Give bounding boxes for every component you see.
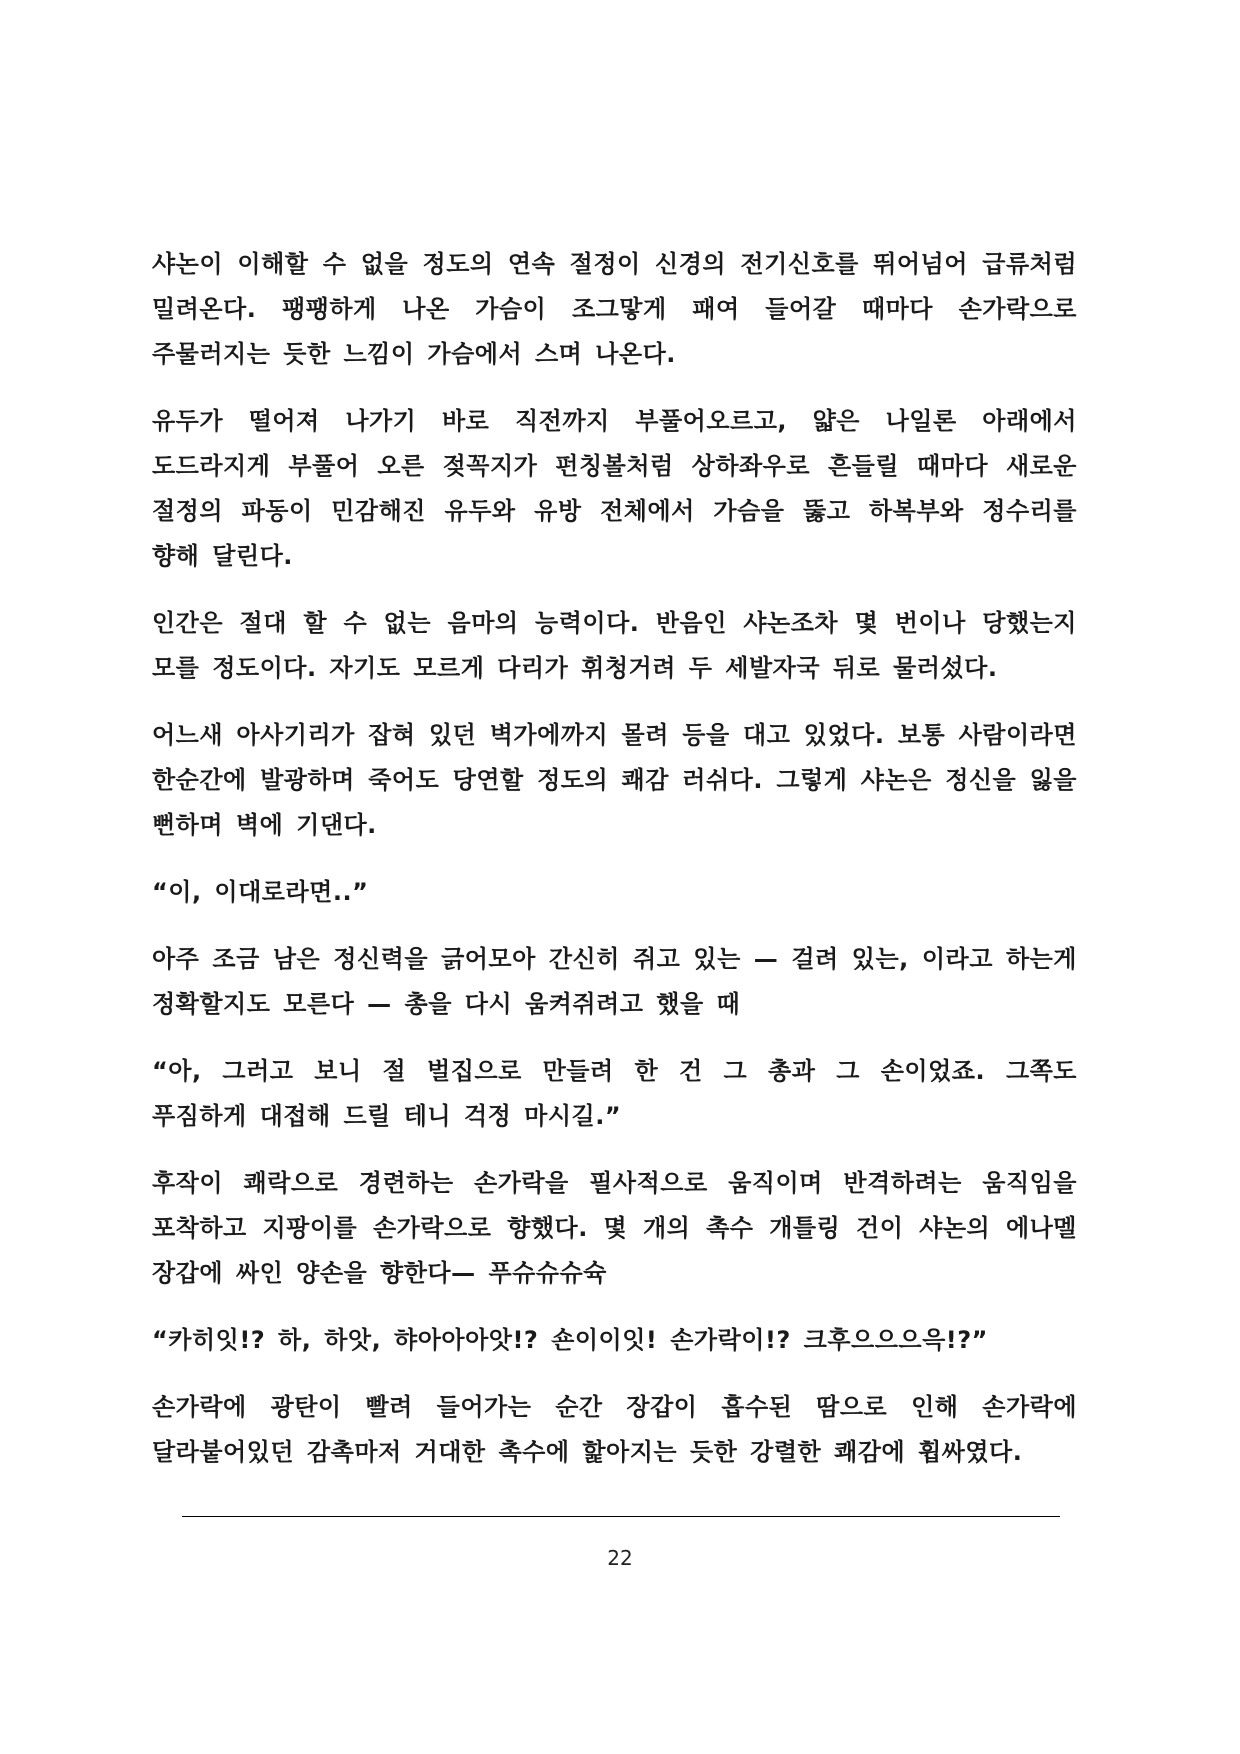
paragraph: 어느새 아사기리가 잡혀 있던 벽가에까지 몰려 등을 대고 있었다. 보통 사람이라면 한순간에 발광하며 죽어도 당연할 정도의 쾌감 러쉬다. 그렇게 샤논은 정신을 잃을 뻔하며 벽에 기댄다. <box>152 721 1077 839</box>
paragraph: 손가락에 광탄이 빨려 들어가는 순간 장갑이 흡수된 땀으로 인해 손가락에 달라붙어있던 감촉마저 거대한 촉수에 핥아지는 듯한 강렬한 쾌감에 휩싸였다. <box>152 1393 1077 1466</box>
dialogue-line: “아, 그러고 보니 절 벌집으로 만들려 한 건 그 총과 그 손이었죠. 그쪽도 푸짐하게 대접해 드릴 테니 걱정 마시길.” <box>152 1057 1077 1130</box>
paragraph: 아주 조금 남은 정신력을 긁어모아 간신히 쥐고 있는 — 걸려 있는, 이라고 하는게 정확할지도 모른다 — 총을 다시 움켜쥐려고 했을 때 <box>152 945 1077 1018</box>
paragraph: 유두가 떨어져 나가기 바로 직전까지 부풀어오르고, 얇은 나일론 아래에서 도드라지게 부풀어 오른 젖꼭지가 펀칭볼처럼 상하좌우로 흔들릴 때마다 새로운 절정의 파동이 민감해진 유두와 유방 전체에서 가슴을 뚫고 하복부와 정수리를 향해 달린다. <box>152 407 1077 570</box>
page-number: 22 <box>607 1546 633 1570</box>
footer-divider <box>182 1516 1060 1517</box>
dialogue-line: “이, 이대로라면..” <box>152 878 369 906</box>
dialogue-line: “카히잇!? 하, 하앗, 햐아아아앗!? 숀이이잇! 손가락이!? 크후으으으윽!?” <box>152 1326 988 1354</box>
body-text <box>152 242 1077 1497</box>
paragraph: 후작이 쾌락으로 경련하는 손가락을 필사적으로 움직이며 반격하려는 움직임을 포착하고 지팡이를 손가락으로 향했다. 몇 개의 촉수 개틀링 건이 샤논의 에나멜 장갑에 싸인 양손을 향한다— 푸슈슈슈슉 <box>152 1169 1077 1287</box>
paragraph: 인간은 절대 할 수 없는 음마의 능력이다. 반음인 샤논조차 몇 번이나 당했는지 모를 정도이다. 자기도 모르게 다리가 휘청거려 두 세발자국 뒤로 물러섰다. <box>152 609 1077 682</box>
paragraph: 샤논이 이해할 수 없을 정도의 연속 절정이 신경의 전기신호를 뛰어넘어 급류처럼 밀려온다. 팽팽하게 나온 가슴이 조그맣게 패여 들어갈 때마다 손가락으로 주물러지는 듯한 느낌이 가슴에서 스며 나온다. <box>152 250 1077 368</box>
footer-divider-accent <box>302 1516 940 1517</box>
